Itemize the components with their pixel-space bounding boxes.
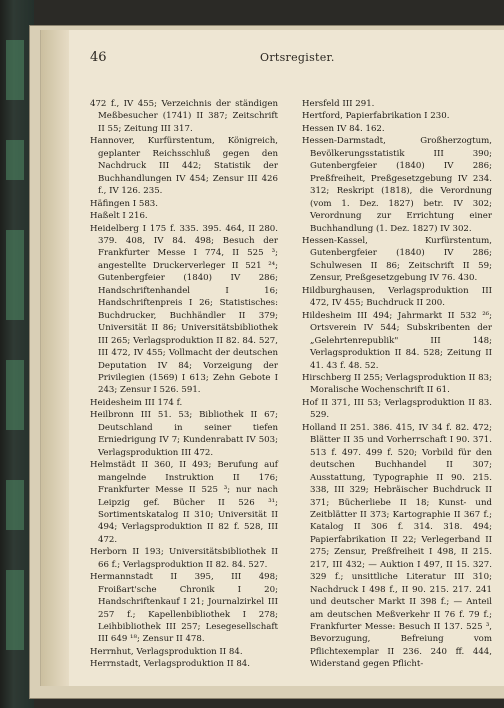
- index-entry: Hessen IV 84. 162.: [302, 123, 385, 134]
- running-head: Ortsregister.: [260, 51, 335, 64]
- index-entry: Haßelt I 216.: [90, 211, 148, 222]
- page-gutter: [41, 30, 69, 686]
- index-entry: Hildburghausen, Verlagsproduktion III 472, IV 455; Buchdruck II 200.: [302, 285, 492, 309]
- index-entry: 472 f., IV 455; Verzeichnis der ständigen Meßbesucher (1741) II 387; Zeitschrift II 55; Zeitung III 317.: [90, 99, 278, 134]
- page-header: [90, 50, 460, 70]
- index-entry: Helmstädt II 360, II 493; Berufung auf mangelnde Instruktion II 176; Frankfurter Messe II 525 ³; nur nach Leipzig gef. Bücher II 526 ³¹; Sortimentskatalog II 310; Universität II 494; Verlagsproduktion II 82 f. 528, III 472.: [90, 460, 278, 545]
- index-entry: Hertford, Papierfabrikation I 230.: [302, 111, 450, 122]
- index-entry: Heidelberg I 175 f. 335. 395. 464, II 280. 379. 408, IV 84. 498; Besuch der Frankfurter Messe I 774, II 525 ³; angestellte Druckerverleger II 521 ²⁴; Gutenbergfeier (1840) IV 286; Handschriftenhandel I 16; Handschriftenpreis I 26; Statistisches: Buchdrucker, Buchhändler II 379; Universität II 86; Universitätsbibliothek III 265; Verlagsproduktion II 82. 84. 527, III 472, IV 455; Vollmacht der deutschen Deputation IV 84; Vorzeigung der Privilegien (1569) I 613; Zehn Gebote I 243; Zensur I 526. 591.: [90, 223, 278, 396]
- index-entry: Holland II 251. 386. 415, IV 34 f. 82. 472; Blätter II 35 und Vorherrschaft I 90. 371. 513 f. 497. 499 f. 520; Vorbild für den deutschen Buchhandel II 307; Ausstattung, Typographie II 90. 215. 338, III 329; Hebräischer Buchdruck II 371; Bücherliebe II 18; Kunst- und Zeitblätter II 373; Kartographie II 367 f.; Katalog II 306 f. 314. 318. 494; Papierfabrikation II 22; Verlegerband II 275; Zensur, Preßfreiheit I 498, II 215. 217, III 432; — Auktion I 497, II 15. 327. 329 f.; unsittliche Literatur III 310; Nachdruck I 498 f., II 90. 215. 217. 241 und deutscher Markt II 398 f.; — Anteil am deutschen Meßverkehr II 76 f. 79 f.; Frankfurter Messe: Besuch II 137. 525 ³, Bevorzugung, Befreiung vom Pflichtexemplar II 236. 240 ff. 444, Widerstand gegen Pflicht-: [302, 422, 492, 670]
- index-entry: Hildesheim III 494; Jahrmarkt II 532 ²⁶; Ortsverein IV 544; Subskribenten der „Gelehrtenrepublik" III 148; Verlagsproduktion II 84. 528; Zeitung II 41. 43 f. 48. 52.: [302, 310, 492, 371]
- index-entry: Hannover, Kurfürstentum, Königreich, geplanter Reichsschluß gegen den Nachdruck III 442; Statistik der Buchhandlungen IV 454; Zensur III 426 f., IV 126. 235.: [90, 136, 278, 197]
- left-column: [90, 98, 278, 671]
- index-entry: Häfingen I 583.: [90, 198, 158, 209]
- index-entry: Herborn II 193; Universitätsbibliothek II 66 f.; Verlagsproduktion II 82. 84. 527.: [90, 547, 278, 570]
- index-columns: [90, 98, 493, 678]
- page-number: 46: [90, 50, 107, 65]
- index-entry: Heidesheim III 174 f.: [90, 397, 183, 408]
- index-entry: Herrnhut, Verlagsproduktion II 84.: [90, 646, 243, 657]
- index-entry: Hermannstadt II 395, III 498; Froißart'sche Chronik I 20; Handschriftenkauf I 21; Journalzirkel III 257 f.; Kapellenbibliothek I 278; Leihbibliothek III 257; Lesegesellschaft III 649 ¹⁸; Zensur II 478.: [90, 572, 278, 645]
- index-entry: Hessen-Kassel, Kurfürstentum, Gutenbergfeier (1840) IV 286; Schulwesen II 86; Zeitschrift II 59; Zensur, Preßgesetzgebung IV 76. 430.: [302, 235, 492, 284]
- index-entry: Herrnstadt, Verlagsproduktion II 84.: [90, 659, 250, 670]
- index-entry: Hirschberg II 255; Verlagsproduktion II 83; Moralische Wochenschrift II 61.: [302, 372, 493, 396]
- right-column: [302, 98, 492, 671]
- index-entry: Hof II 371, III 53; Verlagsproduktion II 83. 529.: [302, 397, 492, 421]
- book-binding: [0, 0, 34, 708]
- index-entry: Hessen-Darmstadt, Großherzogtum, Bevölkerungsstatistik III 390; Gutenbergfeier (1840) IV 286; Preßfreiheit, Preßgesetzgebung IV 234. 312; Reskript (1818), die Verordnung (vom 1. Dez. 1827) betr. IV 302; Verordnung zur Errichtung einer Buchhandlung (1. Dez. 1827) IV 302.: [302, 136, 492, 234]
- index-entry: Hersfeld III 291.: [302, 99, 375, 109]
- index-entry: Heilbronn III 51. 53; Bibliothek II 67; Deutschland in seiner tiefen Erniedrigung IV 7; Kundenrabatt IV 503; Verlagsproduktion III 472.: [90, 410, 278, 458]
